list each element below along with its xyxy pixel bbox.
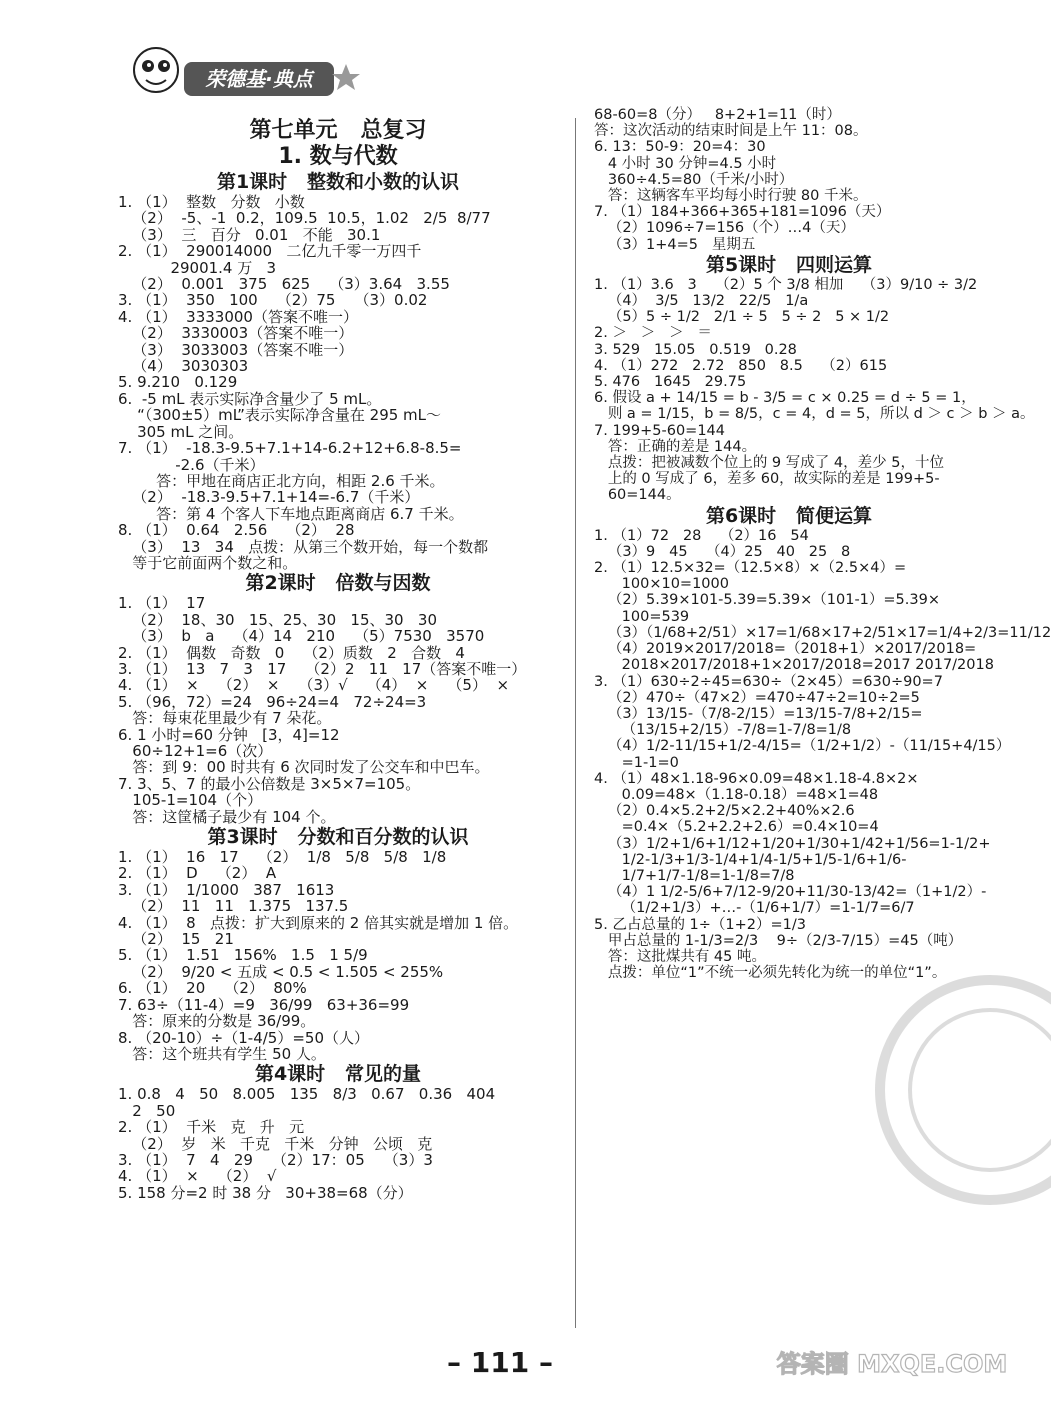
- answer-line: 68-60=8（分） 8+2+1=11（时）: [594, 107, 841, 123]
- header-logo: [128, 40, 364, 110]
- answer-line: 1. （1） 17: [118, 594, 206, 613]
- answer-line: 29001.4 万 3: [118, 258, 277, 277]
- answer-line: “（300±5）mL”表示实际净含量在 295 mL～: [118, 406, 442, 425]
- answer-line: （4）2019×2017/2018=（2018+1）×2017/2018=: [594, 641, 977, 658]
- answer-line: -2.6（千米）: [118, 455, 265, 474]
- answer-line: 6. 1 小时=60 分钟 [3，4]=12: [118, 725, 340, 744]
- answer-line: 3. （1） 350 100 （2）75 （3）0.02: [118, 291, 428, 310]
- answer-line: 上的 0 写成了 6，差多 60，故实际的差是 199+5-: [594, 471, 940, 488]
- answer-line: 3. （1）630÷2÷45=630÷（2×45）=630÷90=7: [594, 673, 943, 690]
- answer-line: 0.09=48×（1.18-0.18）=48×1=48: [594, 786, 879, 803]
- answer-line: 3. （1） 1/1000 387 1613: [118, 880, 335, 899]
- answer-line: （4）1 1/2-5/6+7/12-9/20+11/30-13/42=（1+1/2）-: [594, 884, 987, 901]
- answer-line: （3）1/2+1/6+1/12+1/20+1/30+1/42+1/56=1-1/2+: [594, 835, 991, 852]
- answer-line: （3） 13 34 点拨：从第三个数开始，每一个数都: [118, 537, 489, 556]
- answer-line: 6. （1） 20 （2） 80%: [118, 979, 307, 998]
- answer-line: =0.4×（5.2+2.2+2.6）=0.4×10=4: [594, 819, 879, 836]
- answer-line: 1. （1） 整数 分数 小数: [118, 193, 305, 211]
- answer-line: 2. （1） D （2） A: [118, 864, 277, 883]
- answer-line: 60÷12+1=6（次）: [118, 742, 273, 760]
- answer-line: （2） 9/20 < 五成 < 0.5 < 1.505 < 255%: [118, 962, 444, 981]
- answer-line: 5. 158 分=2 时 38 分 30+38=68（分）: [118, 1183, 413, 1202]
- answer-line: （2） 3330003（答案不唯一）: [118, 324, 354, 343]
- answer-line: （2）1096÷7=156（个）…4（天）: [594, 220, 855, 237]
- section-heading: 1. 数与代数: [278, 144, 398, 169]
- answer-line: 答：这批煤共有 45 吨。: [594, 948, 766, 965]
- answer-line: （1/2+1/3）+…-（1/6+1/7）=1-1/7=6/7: [594, 900, 915, 917]
- decorative-seal: [880, 890, 1010, 1310]
- answer-line: 360÷4.5=80（千米/小时）: [594, 171, 794, 188]
- answer-line: 4. （1） × （2） √: [118, 1167, 277, 1186]
- answer-line: 3. （1） 7 4 29 （2）17：05 （3）3: [118, 1150, 433, 1169]
- answer-line: 5. 乙占总量的 1÷（1+2）=1/3: [594, 916, 807, 933]
- answer-line: 1. 0.8 4 50 8.005 135 8/3 0.67 0.36 404: [118, 1085, 496, 1104]
- answer-line: 4. （1）48×1.18-96×0.09=48×1.18-4.8×2×: [594, 770, 919, 787]
- answer-line: 等于它前面两个数之和。: [118, 553, 298, 572]
- column-divider: [575, 118, 576, 1328]
- answer-line: 点拨：单位“1”不统一必须先转化为统一的单位“1”。: [594, 965, 947, 982]
- answer-line: （2）0.4×5.2+2/5×2.2+40%×2.6: [594, 803, 855, 820]
- answer-line: 7. （1）184+366+365+181=1096（天）: [594, 204, 891, 221]
- answer-line: 点拨：把被减数个位上的 9 写成了 4，差少 5，十位: [594, 455, 944, 472]
- answer-line: （2） 岁 米 千克 千米 分钟 公顷 克: [118, 1134, 433, 1153]
- answer-line: 3. 529 15.05 0.519 0.28: [594, 341, 797, 358]
- answer-line: 答：这次活动的结束时间是上午 11：08。: [594, 123, 868, 140]
- answer-line: 7. 3、5、7 的最小公倍数是 3×5×7=105。: [118, 774, 421, 793]
- answer-line: （4）1/2-11/15+1/2-4/15=（1/2+1/2）-（11/15+4/15）: [594, 738, 1011, 755]
- logo-text: 荣德基·典点: [205, 67, 313, 91]
- answer-line: （3）13/15-（7/8-2/15）=13/15-7/8+2/15=: [594, 705, 923, 722]
- section-heading: 第5课时 四则运算: [705, 253, 873, 276]
- left-column: [118, 118, 558, 1328]
- answer-line: （2）470÷（47×2）=470÷47÷2=10÷2=5: [594, 689, 920, 706]
- section-heading: 第1课时 整数和小数的认识: [216, 171, 460, 193]
- answer-line: 5. 476 1645 29.75: [594, 374, 747, 391]
- answer-line: 答：每束花里最少有 7 朵花。: [118, 709, 332, 728]
- section-heading: 第6课时 简便运算: [705, 504, 873, 527]
- answer-line: 2018×2017/2018+1×2017/2018=2017 2017/2018: [594, 657, 994, 674]
- answer-line: 6. -5 mL 表示实际净含量少了 5 mL。: [118, 389, 382, 408]
- answer-line: （4） 3/5 13/2 22/5 1/a: [594, 293, 809, 310]
- answer-line: 答：正确的差是 144。: [594, 438, 757, 455]
- section-heading: 第4课时 常见的量: [254, 1063, 422, 1086]
- answer-line: （3） b a （4）14 210 （5）7530 3570: [118, 627, 485, 646]
- answer-line: 8. （1） 0.64 2.56 （2） 28: [118, 521, 355, 540]
- answer-line: 3. （1） 13 7 3 17 （2）2 11 17（答案不唯一）: [118, 659, 527, 678]
- answer-line: 2. （1） 千米 克 升 元: [118, 1118, 305, 1137]
- answer-line: 1. （1）72 28 （2）16 54: [594, 527, 809, 544]
- answer-line: 2. （1） 290014000 二亿九千零一万四千: [118, 242, 422, 261]
- answer-line: （4） 3030303: [118, 357, 249, 376]
- answer-line: 4. （1） 3333000（答案不唯一）: [118, 307, 358, 326]
- answer-line: 100=539: [594, 608, 690, 625]
- answer-line: 答：原来的分数是 36/99。: [118, 1012, 316, 1031]
- answer-line: （3） 三 百分 0.01 不能 30.1: [118, 225, 381, 244]
- answer-line: 2. （1）12.5×32=（12.5×8）×（2.5×4）=: [594, 560, 907, 577]
- answer-line: 4 小时 30 分钟=4.5 小时: [594, 155, 777, 172]
- answer-line: 7. 63÷（11-4）=9 36/99 63+36=99: [118, 995, 410, 1014]
- answer-line: （2） 0.001 375 625 （3）3.64 3.55: [118, 275, 450, 294]
- section-heading: 第3课时 分数和百分数的认识: [207, 826, 469, 849]
- answer-line: 答：到 9：00 时共有 6 次同时发了公交车和中巴车。: [118, 758, 490, 777]
- answer-line: （2） 15 21: [118, 930, 234, 949]
- watermark-text: 答案圈 MXQE.COM: [776, 1350, 1008, 1378]
- answer-line: （2） 18、30 15、25、30 15、30 30: [118, 610, 437, 629]
- answer-line: 5. （1） 1.51 156% 1.5 1 5/9: [118, 946, 368, 965]
- answer-line: 100×10=1000: [594, 576, 729, 593]
- answer-line: 答：甲地在商店正北方向，相距 2.6 千米。: [118, 471, 445, 490]
- answer-line: 1. （1）3.6 3 （2）5 个 3/8 相加 （3）9/10 ÷ 3/2: [594, 276, 978, 293]
- answer-line: 4. （1） × （2） × （3）√ （4） × （5） ×: [118, 676, 510, 695]
- answer-line: （3）（1/68+2/51）×17=1/68×17+2/51×17=1/4+2/3=11/12: [594, 624, 1051, 641]
- answer-line: 4. （1） 8 点拨：扩大到原来的 2 倍其实就是增加 1 倍。: [118, 913, 519, 932]
- answer-line: 305 mL 之间。: [118, 422, 244, 441]
- answer-line: 答：这个班共有学生 50 人。: [118, 1044, 326, 1063]
- answer-line: =1-1=0: [594, 754, 679, 771]
- answer-line: （2）5.39×101-5.39=5.39×（101-1）=5.39×: [594, 592, 940, 609]
- section-heading: 第七单元 总复习: [249, 118, 427, 143]
- answer-line: （5）5 ÷ 1/2 2/1 ÷ 5 5 ÷ 2 5 × 1/2: [594, 309, 890, 326]
- answer-line: 60=144。: [594, 487, 681, 504]
- page-number: – 111 –: [447, 1346, 553, 1379]
- answer-line: 5. 9.210 0.129: [118, 373, 238, 392]
- answer-line: 7. （1） -18.3-9.5+7.1+14-6.2+12+6.8-8.5=: [118, 439, 462, 458]
- watermark-logo: [776, 1310, 1008, 1405]
- answer-line: （2） -5、-1 0.2，109.5 10.5，1.02 2/5 8/77: [118, 209, 491, 228]
- answer-line: 6. 13：50-9：20=4：30: [594, 139, 766, 156]
- answer-line: 105-1=104（个）: [118, 791, 263, 810]
- answer-line: 5. （96，72）=24 96÷24=4 72÷24=3: [118, 692, 427, 711]
- answer-line: 4. （1）272 2.72 850 8.5 （2）615: [594, 357, 888, 374]
- answer-line: （3） 3033003（答案不唯一）: [118, 340, 354, 359]
- answer-line: （3）1+4=5 星期五: [594, 236, 756, 253]
- answer-line: 1/7+1/7-1/8=1-1/8=7/8: [594, 867, 795, 884]
- answer-line: （2） 11 11 1.375 137.5: [118, 897, 349, 916]
- answer-line: 7. 199+5-60=144: [594, 422, 726, 439]
- answer-line: 1/2-1/3+1/3-1/4+1/4-1/5+1/5-1/6+1/6-: [594, 851, 907, 868]
- answer-line: （13/15+2/15）-7/8=1-7/8=1/8: [594, 722, 852, 739]
- answer-line: 2. （1） 偶数 奇数 0 （2）质数 2 合数 4: [118, 643, 465, 662]
- answer-line: 8. （20-10）÷（1-4/5）=50（人）: [118, 1028, 369, 1047]
- answer-line: （2） -18.3-9.5+7.1+14=-6.7（千米）: [118, 488, 420, 507]
- answer-line: 1. （1） 16 17 （2） 1/8 5/8 5/8 1/8: [118, 848, 447, 867]
- answer-line: 2 50: [118, 1101, 176, 1120]
- answer-line: （3）9 45 （4）25 40 25 8: [594, 543, 851, 560]
- answer-line: 6. 假设 a + 14/15 = b - 3/5 = c × 0.25 = d ÷ 5 = 1，: [594, 390, 976, 407]
- answer-line: 甲占总量的 1-1/3=2/3 9÷（2/3-7/15）=45（吨）: [594, 932, 963, 949]
- section-heading: 第2课时 倍数与因数: [245, 572, 431, 595]
- answer-line: 答：这辆客车平均每小时行驶 80 千米。: [594, 188, 868, 205]
- answer-line: 答：第 4 个客人下车地点距离商店 6.7 千米。: [118, 504, 464, 523]
- answer-line: 则 a = 1/15，b = 8/5，c = 4，d = 5，所以 d ＞ c ＞ b ＞ a。: [594, 406, 1035, 423]
- answer-line: 2. ＞ ＞ ＞ ＝: [594, 325, 712, 342]
- answer-line: 答：这筐橘子最少有 104 个。: [118, 807, 336, 826]
